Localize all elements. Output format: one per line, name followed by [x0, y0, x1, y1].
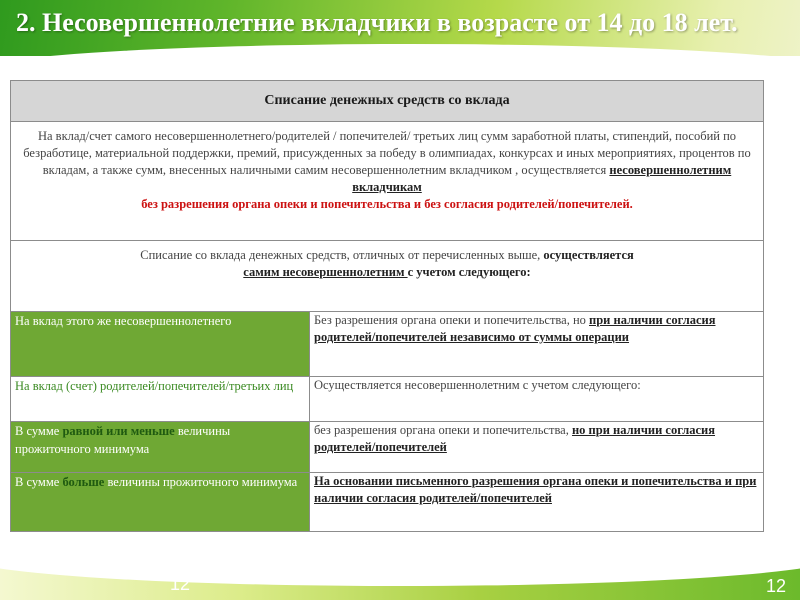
paragraph-1-text: На вклад/счет самого несовершеннолетнего/родителей / попечителей/ третьих лиц сумм заработной платы, стипендий, пособий по безработице, материальной поддержки, премий, присужденных за победу в олимпиадах, конкурсах и иных мероприятиях, процентов по вкладам, а также сумм, внесенных наличными самим несовершеннолетним вкладчиком , осуществляется	[23, 129, 751, 177]
table-row	[11, 473, 764, 532]
page-number-right: 12	[766, 576, 787, 596]
paragraph-2	[11, 241, 764, 312]
paragraph-1-emph: несовершеннолетним вкладчикам	[352, 163, 732, 194]
bottom-swoosh-curve	[0, 526, 800, 586]
row-3-left-pre: В сумме	[15, 424, 63, 438]
row-4-left-emph: больше	[62, 475, 105, 489]
table-row	[11, 312, 764, 377]
page-number-left: 12	[170, 574, 191, 594]
row-3-right	[310, 422, 764, 473]
paragraph-1-red: без разрешения органа опеки и попечительства и без согласия родителей/попечителей.	[141, 197, 633, 211]
row-2-right	[310, 377, 764, 422]
row-1-right-bold: при наличии согласия родителей/попечителей независимо от суммы операции	[314, 313, 716, 344]
row-4-right	[310, 473, 764, 532]
paragraph-2-bold: осуществляется	[543, 248, 634, 262]
row-2-left: На вклад (счет) родителей/попечителей/третьих лиц	[11, 377, 310, 422]
row-1-left: На вклад этого же несовершеннолетнего	[11, 312, 310, 377]
row-1-right	[310, 312, 764, 377]
row-3-left-emph: равной или меньше	[62, 424, 175, 438]
row-4-right-bold: На основании письменного разрешения органа опеки и попечительства и при наличии согласия родителей/попечителей	[314, 474, 757, 505]
table-row	[11, 122, 764, 241]
row-4-left-pre: В сумме	[15, 475, 63, 489]
paragraph-2-text: Списание со вклада денежных средств, отличных от перечисленных выше,	[140, 248, 544, 262]
row-3-right-text: без разрешения органа опеки и попечительства,	[314, 423, 572, 437]
table-row	[11, 377, 764, 422]
table-header: Списание денежных средств со вклада	[11, 81, 764, 122]
row-3-right-bold: но при наличии согласия родителей/попечителей	[314, 423, 716, 454]
row-2-right-text: Осуществляется несовершеннолетним с учетом следующего:	[314, 378, 641, 392]
table-row	[11, 422, 764, 473]
row-4-left	[11, 473, 310, 532]
row-1-right-text: Без разрешения органа опеки и попечительства, но	[314, 313, 590, 327]
row-3-left	[11, 422, 310, 473]
row-4-left-post: величины прожиточного минимума	[104, 475, 298, 489]
paragraph-1	[11, 122, 764, 241]
paragraph-2-underline: самим несовершеннолетним	[243, 265, 408, 279]
deposit-table	[10, 80, 764, 532]
table-header-row	[11, 81, 764, 122]
paragraph-2-rest: с учетом следующего:	[407, 265, 531, 279]
table-row	[11, 241, 764, 312]
row-3-left-post: величины прожиточного минимума	[15, 424, 231, 456]
slide-title: 2. Несовершеннолетние вкладчики в возрасте от 14 до 18 лет.	[16, 8, 738, 37]
